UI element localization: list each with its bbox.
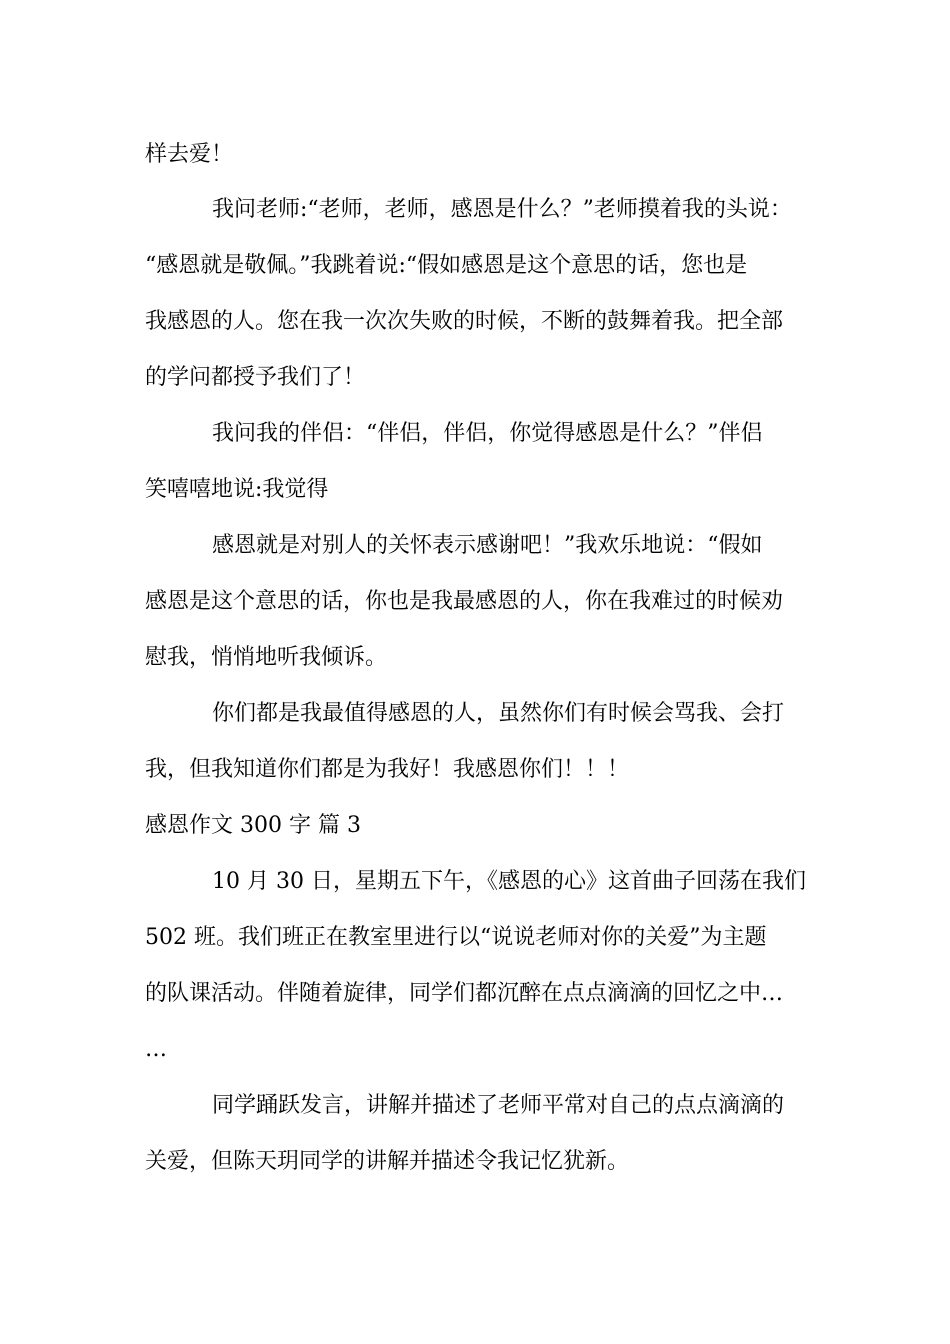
text-line: 502 班。我们班正在教室里进行以“说说老师对你的关爱”为主题 bbox=[145, 925, 767, 950]
text-line: 笑嘻嘻地说:我觉得 bbox=[145, 477, 329, 502]
paragraph-first-line: 我问我的伴侣：“伴侣，伴侣，你觉得感恩是什么？”伴侣 bbox=[212, 421, 763, 446]
text-line: 慰我，悄悄地听我倾诉。 bbox=[145, 645, 388, 670]
text-line: 关爱，但陈天玥同学的讲解并描述令我记忆犹新。 bbox=[145, 1149, 630, 1174]
paragraph-first-line: 我问老师:“老师，老师，感恩是什么？”老师摸着我的头说： bbox=[212, 197, 792, 222]
text-line: 的学问都授予我们了！ bbox=[145, 365, 366, 390]
text-line: 我，但我知道你们都是为我好！我感恩你们！！！ bbox=[145, 757, 630, 782]
paragraph-first-line: 你们都是我最值得感恩的人，虽然你们有时候会骂我、会打 bbox=[212, 701, 785, 726]
paragraph-first-line: 感恩就是对别人的关怀表示感谢吧！”我欢乐地说：“假如 bbox=[212, 533, 763, 558]
paragraph-first-line: 10 月 30 日，星期五下午，《感恩的心》这首曲子回荡在我们 bbox=[212, 869, 806, 894]
section-heading: 感恩作文 300 字 篇 3 bbox=[145, 813, 361, 838]
text-line: “感恩就是敬佩。”我跳着说:“假如感恩是这个意思的话，您也是 bbox=[145, 253, 748, 278]
text-line: 样去爱！ bbox=[145, 142, 234, 167]
text-line: 的队课活动。伴随着旋律，同学们都沉醉在点点滴滴的回忆之中… bbox=[145, 981, 784, 1006]
text-line: 感恩是这个意思的话，你也是我最感恩的人，你在我难过的时候劝 bbox=[145, 589, 784, 614]
text-line: … bbox=[145, 1037, 167, 1062]
paragraph-first-line: 同学踊跃发言，讲解并描述了老师平常对自己的点点滴滴的 bbox=[212, 1093, 785, 1118]
text-line: 我感恩的人。您在我一次次失败的时候，不断的鼓舞着我。把全部 bbox=[145, 309, 784, 334]
